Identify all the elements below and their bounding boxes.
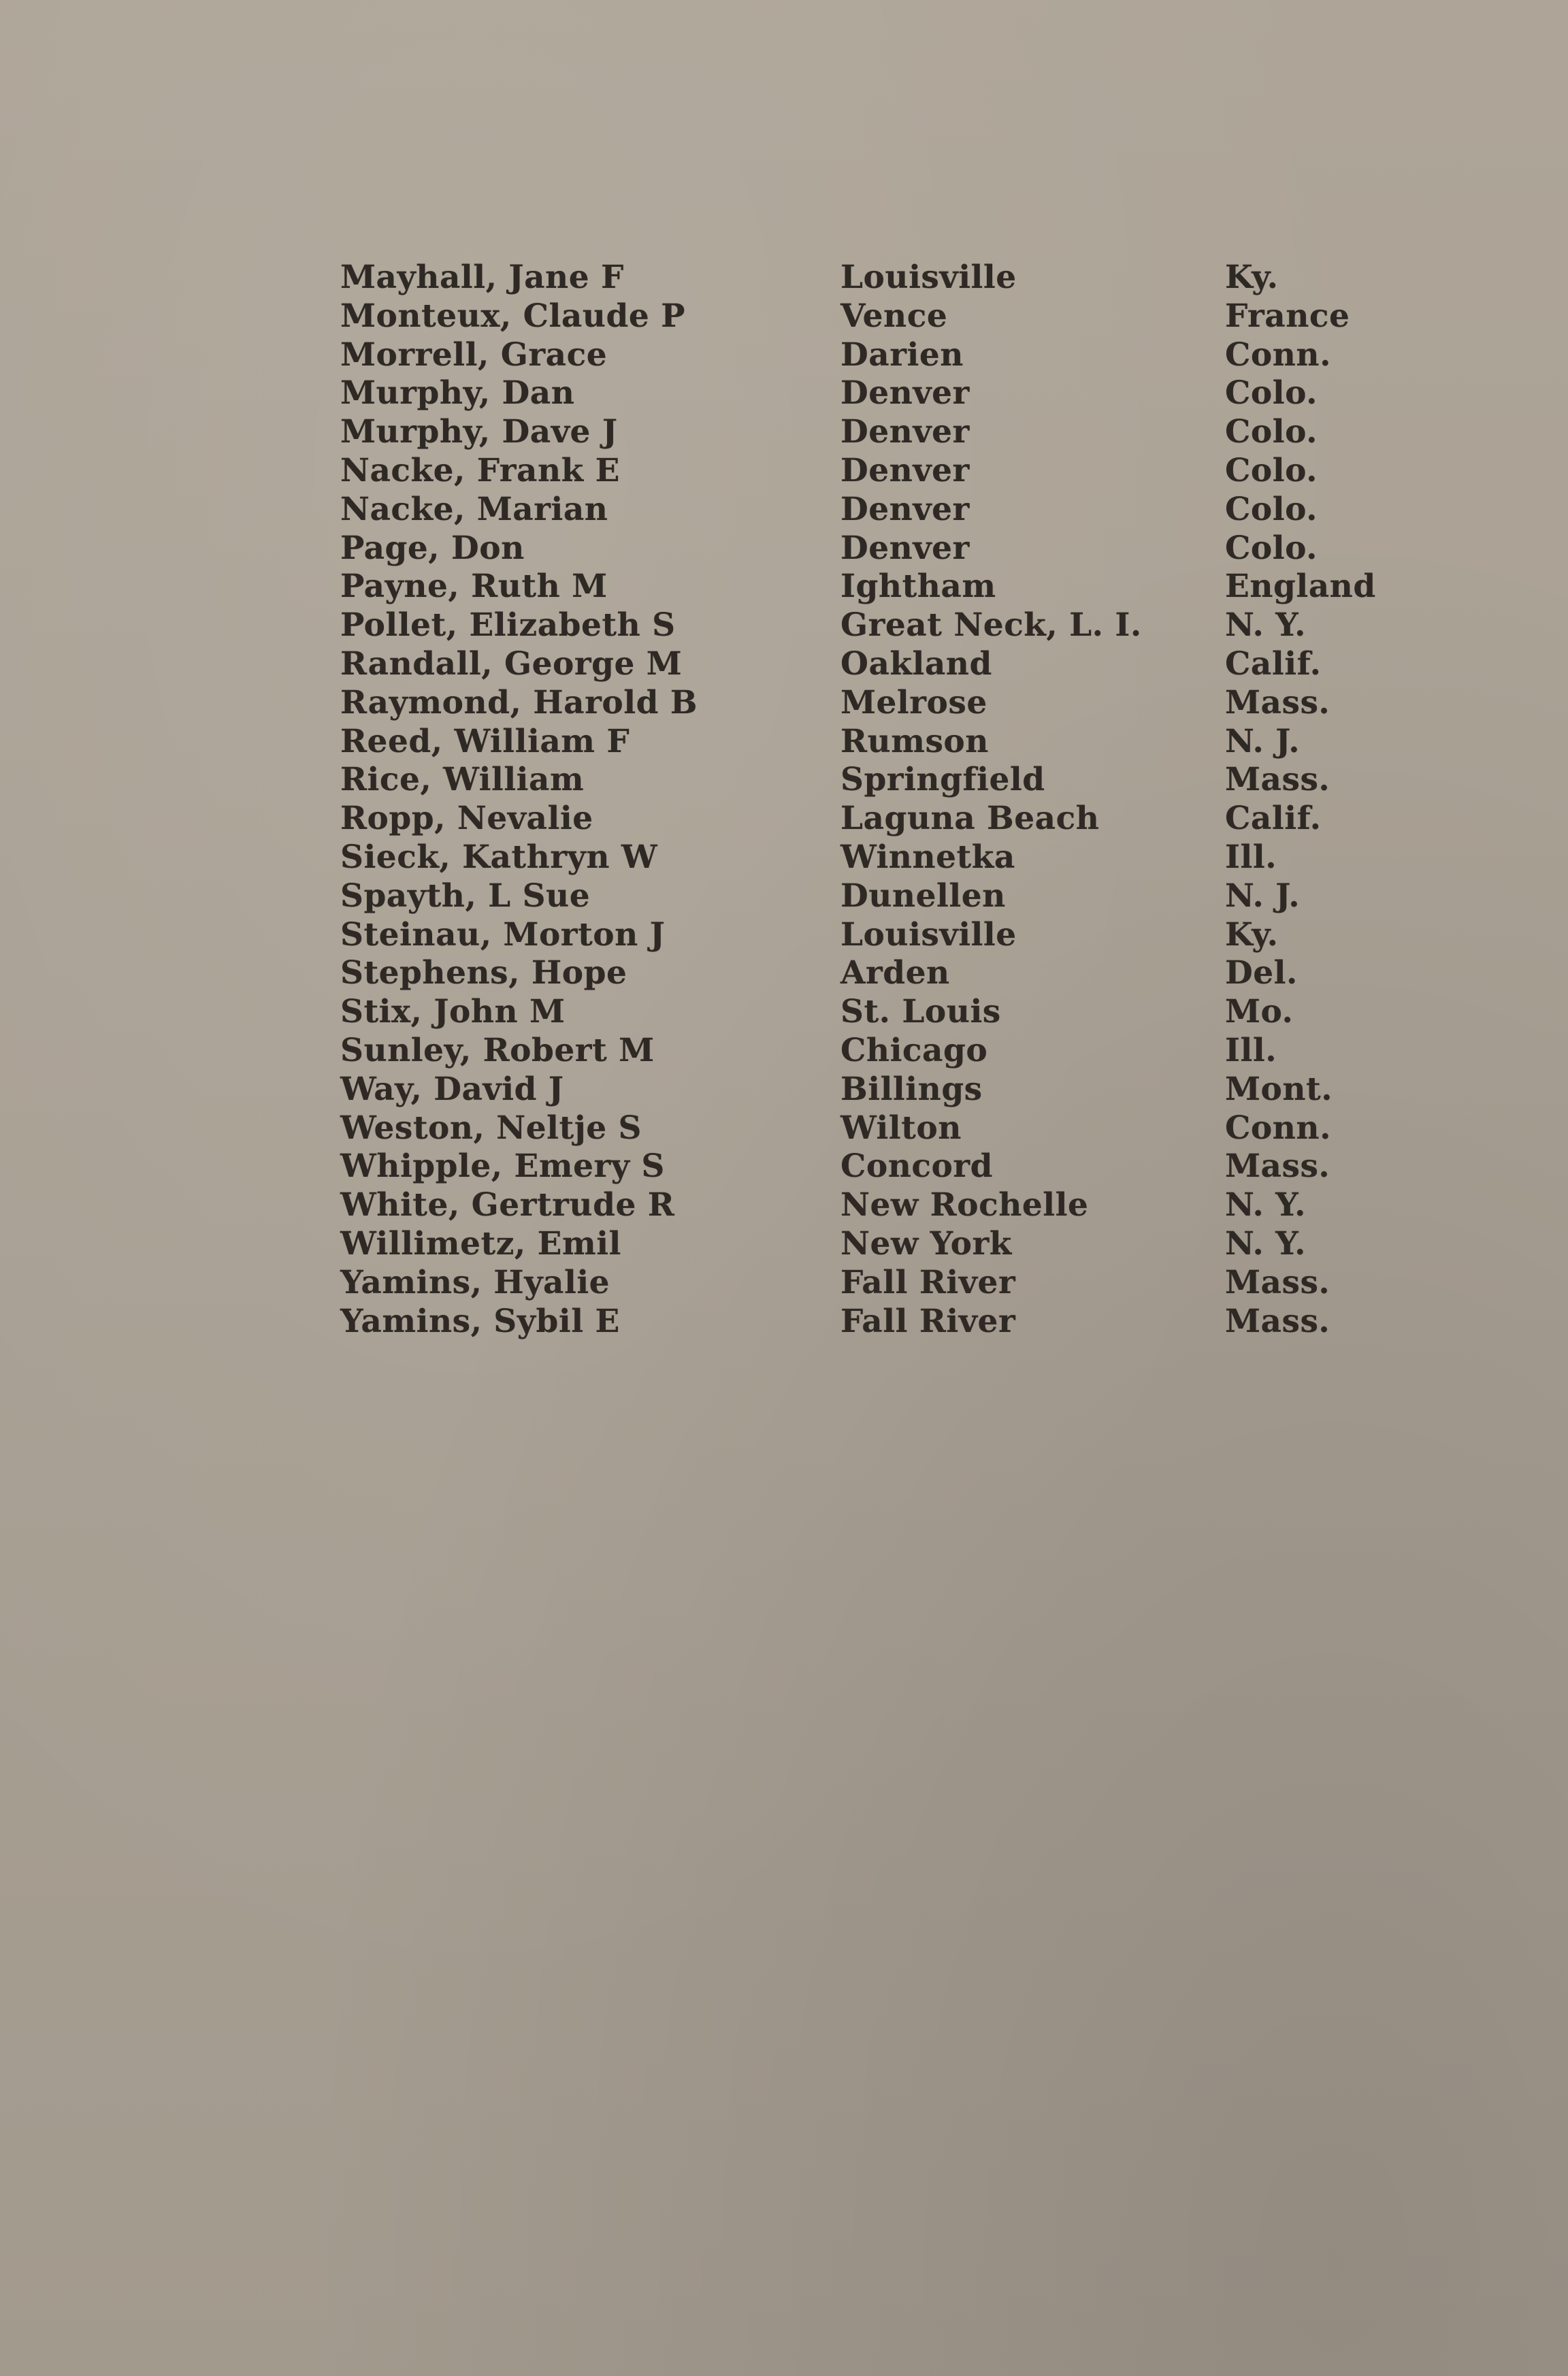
person-name: Yamins, Sybil E: [340, 1302, 620, 1340]
person-name: Stix, John M: [340, 993, 566, 1031]
roster-row: [340, 1264, 1395, 1303]
person-name: Pollet, Elizabeth S: [340, 606, 676, 645]
state-or-country: Colo.: [1225, 374, 1318, 412]
city: Denver: [840, 490, 970, 528]
city: New York: [840, 1224, 1012, 1263]
city: Vence: [840, 297, 948, 335]
state-or-country: Ky.: [1225, 915, 1279, 954]
city: Denver: [840, 529, 970, 567]
person-name: Way, David J: [340, 1070, 564, 1108]
person-name: Nacke, Marian: [340, 490, 608, 528]
city: Great Neck, L. I.: [840, 606, 1142, 645]
city: Fall River: [840, 1302, 1016, 1340]
roster-row: [340, 1148, 1395, 1186]
city: Winnetka: [840, 838, 1015, 876]
person-name: Yamins, Hyalie: [340, 1263, 610, 1301]
state-or-country: Del.: [1225, 954, 1298, 992]
state-or-country: Colo.: [1225, 451, 1318, 489]
roster-row: [340, 684, 1395, 723]
state-or-country: Conn.: [1225, 336, 1331, 374]
state-or-country: Mass.: [1225, 683, 1330, 721]
roster-row: [340, 800, 1395, 839]
city: Fall River: [840, 1263, 1016, 1301]
person-name: Rice, William: [340, 761, 585, 799]
roster-row: [340, 259, 1395, 297]
person-name: Sieck, Kathryn W: [340, 838, 658, 876]
state-or-country: Ill.: [1225, 838, 1277, 876]
city: Billings: [840, 1070, 983, 1108]
city: Dunellen: [840, 877, 1006, 915]
city: Ightham: [840, 568, 996, 606]
roster-row: [340, 530, 1395, 568]
city: St. Louis: [840, 993, 1001, 1031]
roster-row: [340, 374, 1395, 413]
roster-row: [340, 452, 1395, 491]
state-or-country: Colo.: [1225, 413, 1318, 451]
person-name: Weston, Neltje S: [340, 1109, 642, 1147]
state-or-country: Colo.: [1225, 529, 1318, 567]
state-or-country: N. Y.: [1225, 1224, 1307, 1263]
roster-row: [340, 413, 1395, 452]
person-name: Monteux, Claude P: [340, 297, 685, 335]
roster-row: [340, 993, 1395, 1032]
person-name: Morrell, Grace: [340, 336, 608, 374]
city: New Rochelle: [840, 1186, 1089, 1224]
person-name: Steinau, Morton J: [340, 915, 666, 954]
city: Louisville: [840, 259, 1017, 296]
state-or-country: France: [1225, 297, 1350, 335]
city: Darien: [840, 336, 964, 374]
state-or-country: Mass.: [1225, 1148, 1330, 1186]
state-or-country: Colo.: [1225, 490, 1318, 528]
roster-row: [340, 954, 1395, 993]
roster-row: [340, 297, 1395, 336]
person-name: Nacke, Frank E: [340, 451, 620, 489]
city: Springfield: [840, 761, 1045, 799]
roster-row: [340, 1032, 1395, 1071]
roster-row: [340, 491, 1395, 530]
person-name: Reed, William F: [340, 722, 630, 760]
person-name: Ropp, Nevalie: [340, 800, 593, 838]
state-or-country: N. J.: [1225, 877, 1301, 915]
city: Concord: [840, 1148, 994, 1186]
roster-row: [340, 761, 1395, 800]
person-name: Willimetz, Emil: [340, 1224, 621, 1263]
roster-row: [340, 1303, 1395, 1341]
roster-row: [340, 336, 1395, 375]
city: Melrose: [840, 683, 987, 721]
state-or-country: England: [1225, 568, 1376, 606]
person-name: Murphy, Dave J: [340, 413, 618, 451]
person-name: Randall, George M: [340, 645, 683, 683]
state-or-country: Calif.: [1225, 800, 1322, 838]
roster-row: [340, 916, 1395, 955]
state-or-country: Ill.: [1225, 1031, 1277, 1069]
city: Arden: [840, 954, 950, 992]
roster-row: [340, 723, 1395, 762]
roster-row: [340, 1071, 1395, 1109]
person-name: Raymond, Harold B: [340, 683, 698, 721]
city: Rumson: [840, 722, 989, 760]
city: Laguna Beach: [840, 800, 1100, 838]
person-name: Page, Don: [340, 529, 525, 567]
state-or-country: Mo.: [1225, 993, 1294, 1031]
state-or-country: Mass.: [1225, 761, 1330, 799]
roster-row: [340, 877, 1395, 916]
roster-row: [340, 839, 1395, 877]
city: Denver: [840, 374, 970, 412]
state-or-country: Conn.: [1225, 1109, 1331, 1147]
person-name: Murphy, Dan: [340, 374, 575, 412]
person-name: White, Gertrude R: [340, 1186, 675, 1224]
state-or-country: Mont.: [1225, 1070, 1333, 1108]
city: Denver: [840, 413, 970, 451]
person-name: Stephens, Hope: [340, 954, 627, 992]
state-or-country: Ky.: [1225, 259, 1279, 296]
state-or-country: N. Y.: [1225, 606, 1307, 645]
person-name: Mayhall, Jane F: [340, 259, 624, 296]
roster-row: [340, 568, 1395, 606]
roster-row: [340, 1225, 1395, 1264]
roster-row: [340, 645, 1395, 684]
person-name: Payne, Ruth M: [340, 568, 608, 606]
roster-row: [340, 1109, 1395, 1148]
city: Chicago: [840, 1031, 988, 1069]
state-or-country: Calif.: [1225, 645, 1322, 683]
state-or-country: Mass.: [1225, 1263, 1330, 1301]
city: Wilton: [840, 1109, 962, 1147]
state-or-country: Mass.: [1225, 1302, 1330, 1340]
person-name: Whipple, Emery S: [340, 1148, 665, 1186]
city: Denver: [840, 451, 970, 489]
city: Louisville: [840, 915, 1017, 954]
person-name: Spayth, L Sue: [340, 877, 591, 915]
state-or-country: N. Y.: [1225, 1186, 1307, 1224]
person-name: Sunley, Robert M: [340, 1031, 655, 1069]
roster-list: [340, 259, 1395, 1341]
state-or-country: N. J.: [1225, 722, 1301, 760]
roster-row: [340, 1186, 1395, 1225]
city: Oakland: [840, 645, 992, 683]
roster-row: [340, 606, 1395, 645]
